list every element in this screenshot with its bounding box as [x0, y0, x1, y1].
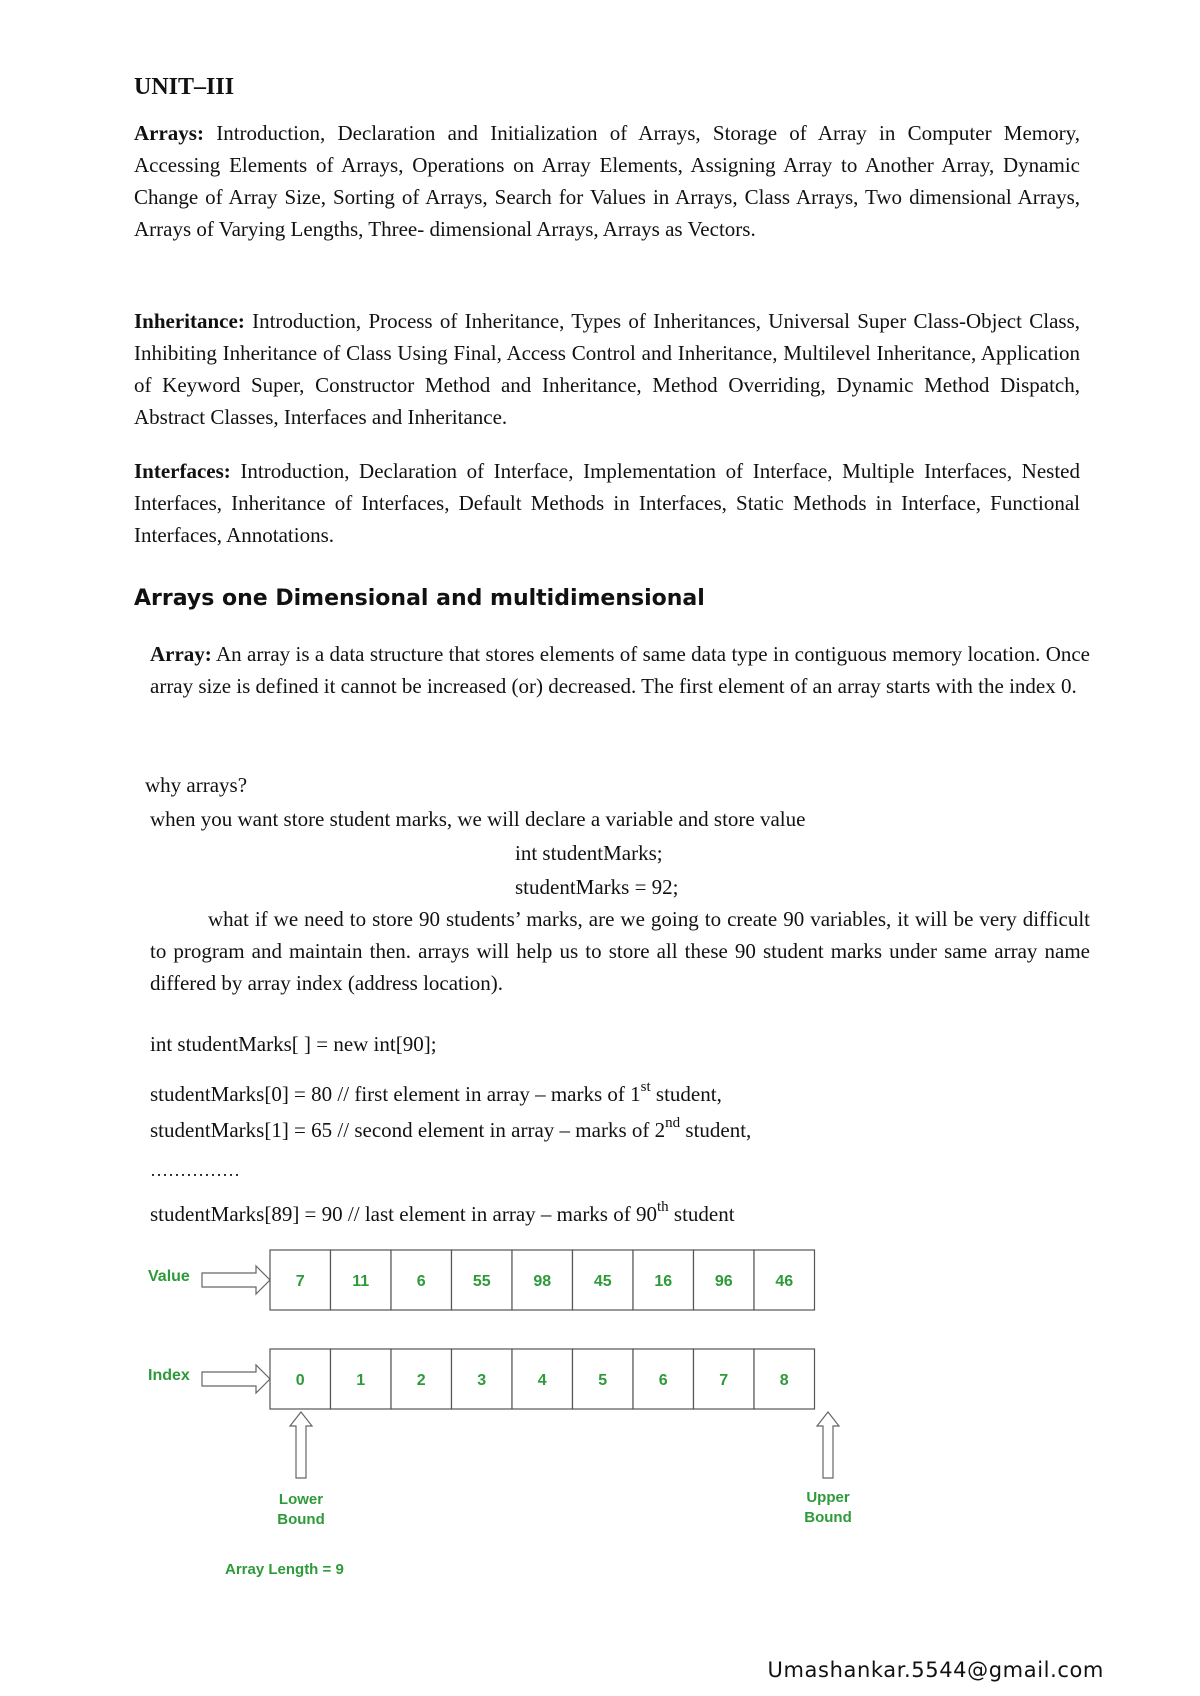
value-cell-text: 55: [472, 1273, 491, 1290]
value-label: Value: [148, 1268, 190, 1285]
index-row: [270, 1349, 815, 1409]
array-definition-text: An array is a data structure that stores elements of same data type in contiguous memory location. Once array size is defined it cannot be increased (or) decreased. The first element of an array starts with the index 0.: [150, 642, 1090, 698]
last-example-pre: studentMarks[89] = 90 // last element in array – marks of 90: [150, 1202, 657, 1226]
value-cell-text: 6: [416, 1273, 426, 1290]
index-label: Index: [148, 1367, 190, 1384]
upper-bound-line-1: Upper: [806, 1489, 850, 1506]
syllabus-interfaces-label: Interfaces:: [134, 459, 231, 483]
example-line-0: [150, 1080, 722, 1108]
code-assignment: studentMarks = 92;: [515, 875, 679, 899]
value-cell-text: 16: [654, 1273, 673, 1290]
last-example-line: [150, 1200, 735, 1228]
example-0-post: student,: [650, 1082, 722, 1106]
array-definition: [150, 638, 1090, 702]
array-definition-label: Array:: [150, 642, 212, 666]
example-0-sup: st: [640, 1079, 651, 1095]
index-cell-text: 0: [295, 1372, 305, 1389]
index-cell-text: 8: [779, 1372, 789, 1389]
index-arrow-icon: [202, 1365, 270, 1393]
syllabus-inheritance-label: Inheritance:: [134, 309, 245, 333]
syllabus-inheritance: [134, 305, 1080, 433]
upper-bound-arrow-icon: [817, 1412, 839, 1478]
last-example-post: student: [668, 1202, 735, 1226]
syllabus-arrays-label: Arrays:: [134, 121, 204, 145]
last-example-sup: th: [656, 1199, 669, 1215]
example-1-post: student,: [680, 1118, 752, 1142]
value-arrow-icon: [202, 1266, 270, 1294]
lower-bound-line-2: Bound: [277, 1511, 325, 1528]
example-line-1: [150, 1116, 751, 1144]
syllabus-interfaces-text: Introduction, Declaration of Interface, Implementation of Interface, Multiple Interfaces, Nested Interfaces, Inheritance of Interfaces, Default Methods in Interfaces, Static Methods in Interface, Functional Interfaces, Annotations.: [134, 459, 1080, 547]
what-if-paragraph: what if we need to store 90 students’ marks, are we going to create 90 variables, it will be very difficult to program and maintain then. arrays will help us to store all these 90 student marks under same array name differed by array index (address location).: [150, 907, 1090, 995]
syllabus-inheritance-text: Introduction, Process of Inheritance, Types of Inheritances, Universal Super Class-Object Class, Inhibiting Inheritance of Class Using Final, Access Control and Inheritance, Multilevel Inheritance, Application of Keyword Super, Constructor Method and Inheritance, Method Overriding, Dynamic Method Dispatch, Abstract Classes, Interfaces and Inheritance.: [134, 309, 1080, 429]
syllabus-arrays: [134, 117, 1080, 245]
index-cell-text: 5: [598, 1372, 608, 1389]
example-1-pre: studentMarks[1] = 65 // second element in array – marks of 2: [150, 1118, 666, 1142]
footer-email: Umashankar.5544@gmail.com: [767, 1658, 1104, 1682]
unit-title: UNIT–III: [134, 74, 235, 100]
index-cell-text: 1: [356, 1372, 366, 1389]
array-diagram: [140, 1230, 880, 1590]
value-row: [270, 1250, 815, 1310]
lower-bound-arrow-icon: [290, 1412, 312, 1478]
index-cell-text: 3: [477, 1372, 487, 1389]
code-declaration: int studentMarks;: [515, 841, 663, 865]
why-arrays: why arrays?: [145, 773, 248, 797]
lower-bound-line-1: Lower: [278, 1491, 324, 1508]
example-1-sup: nd: [665, 1115, 681, 1131]
array-length: Array Length = 9: [225, 1561, 344, 1578]
index-cell-text: 2: [416, 1372, 426, 1389]
example-0-pre: studentMarks[0] = 80 // first element in array – marks of 1: [150, 1082, 641, 1106]
when-line: when you want store student marks, we will declare a variable and store value: [150, 807, 806, 831]
section-heading: Arrays one Dimensional and multidimensional: [134, 586, 705, 611]
syllabus-arrays-text: Introduction, Declaration and Initialization of Arrays, Storage of Array in Computer Memory, Accessing Elements of Arrays, Operations on Array Elements, Assigning Array to Another Array, Dynamic Change of Array Size, Sorting of Arrays, Search for Values in Arrays, Class Arrays, Two dimensional Arrays, Arrays of Varying Lengths, Three- dimensional Arrays, Arrays as Vectors.: [134, 121, 1080, 241]
value-cell-text: 7: [295, 1273, 305, 1290]
value-cell-text: 96: [714, 1273, 733, 1290]
syllabus-interfaces: [134, 455, 1080, 551]
value-cell-text: 46: [775, 1273, 794, 1290]
array-declaration: int studentMarks[ ] = new int[90];: [150, 1032, 437, 1056]
value-cell-text: 45: [593, 1273, 612, 1290]
index-cell-text: 7: [719, 1372, 729, 1389]
index-cell-text: 4: [537, 1372, 547, 1389]
value-cell-text: 11: [352, 1273, 370, 1290]
upper-bound-line-2: Bound: [804, 1509, 852, 1526]
value-cell-text: 98: [533, 1273, 552, 1290]
index-cell-text: 6: [658, 1372, 668, 1389]
ellipsis-line: ……………: [150, 1160, 240, 1180]
